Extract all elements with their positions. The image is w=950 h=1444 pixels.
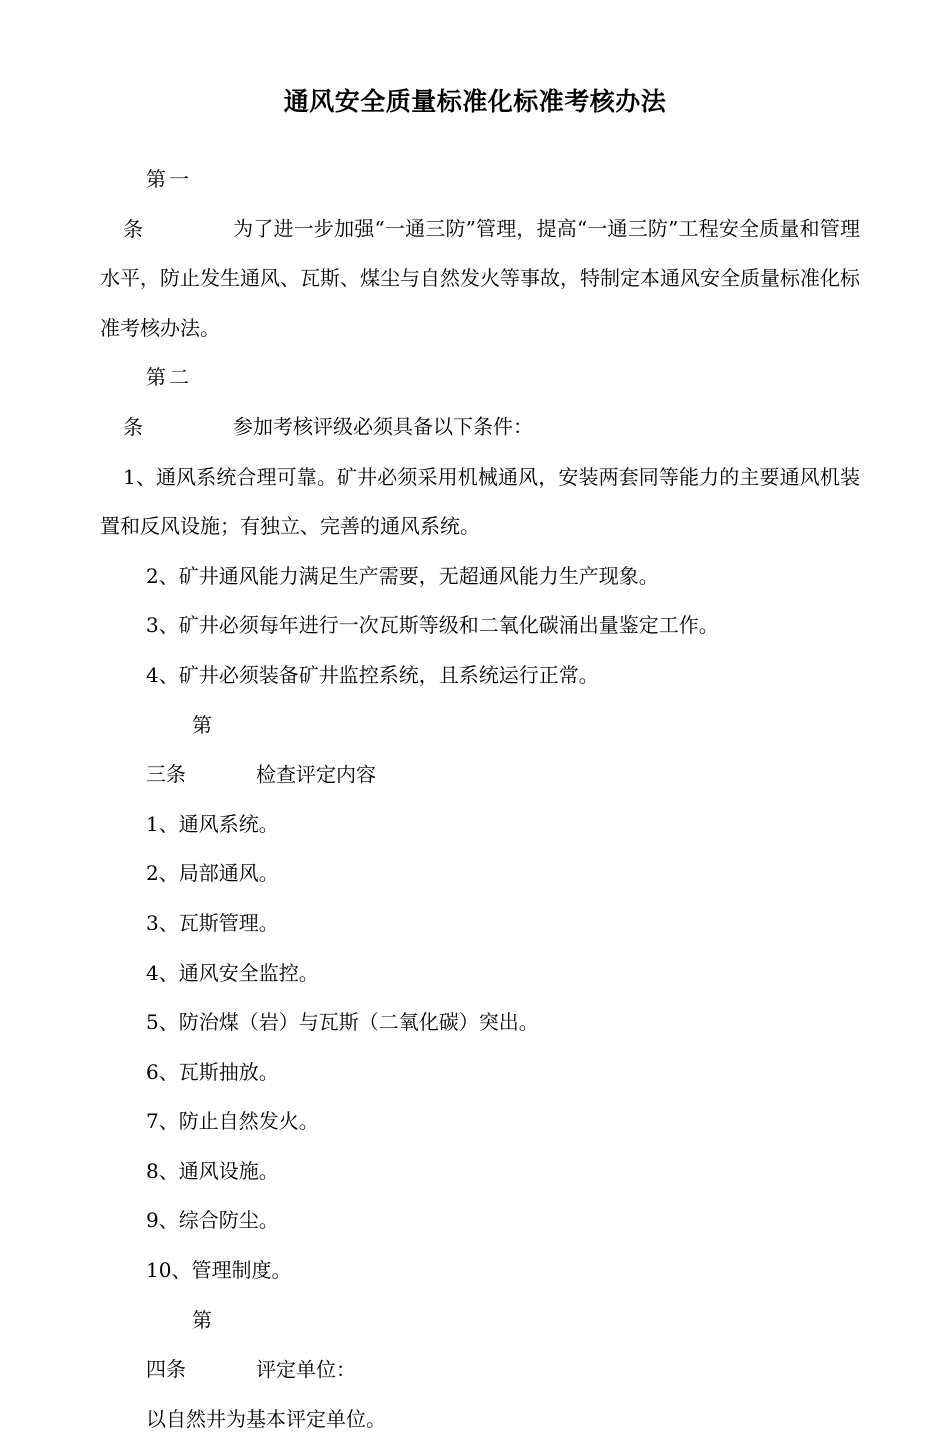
article-4-label: 第四条	[146, 1307, 212, 1382]
article-3-item: 9、综合防尘。	[146, 1208, 279, 1233]
article-1	[100, 155, 860, 353]
article-2-item: 1、通风系统合理可靠。矿井必须采用机械通风，安装两套同等能力的主要通风机装置和反风设施；有独立、完善的通风系统。	[100, 464, 860, 539]
article-3	[100, 701, 860, 800]
article-4	[100, 1296, 860, 1395]
article-3-item: 6、瓦斯抽放。	[146, 1059, 279, 1084]
article-3-item: 2、局部通风。	[146, 861, 279, 886]
article-3-item: 3、瓦斯管理。	[146, 910, 279, 935]
article-2-label: 第二条	[123, 365, 189, 439]
article-2-text: 参加考核评级必须具备以下条件：	[233, 414, 533, 439]
article-3-item: 7、防止自然发火。	[146, 1109, 319, 1134]
article-2-item: 2、矿井通风能力满足生产需要，无超通风能力生产现象。	[146, 563, 659, 588]
article-3-text: 检查评定内容	[256, 762, 376, 787]
article-1-label: 第一条	[123, 167, 189, 241]
document-body	[100, 155, 860, 1444]
article-3-item: 5、防治煤（岩）与瓦斯（二氧化碳）突出。	[146, 1010, 539, 1035]
article-2-item: 3、矿井必须每年进行一次瓦斯等级和二氧化碳涌出量鉴定工作。	[146, 613, 719, 638]
article-3-item: 8、通风设施。	[146, 1158, 279, 1183]
document-title: 通风安全质量标准化标准考核办法	[283, 87, 667, 116]
article-3-label: 第三条	[146, 712, 212, 787]
article-4-item: 以自然井为基本评定单位。	[146, 1406, 386, 1431]
article-3-item: 1、通风系统。	[146, 811, 279, 836]
article-3-item: 4、通风安全监控。	[146, 960, 319, 985]
article-3-item: 10、管理制度。	[146, 1258, 292, 1283]
article-2	[100, 353, 860, 452]
article-2-item: 4、矿井必须装备矿井监控系统，且系统运行正常。	[146, 662, 599, 687]
article-4-text: 评定单位：	[256, 1357, 356, 1382]
article-1-text: 为了进一步加强“一通三防”管理，提高“一通三防”工程安全质量和管理水平，防止发生通风、瓦斯、煤尘与自然发火等事故，特制定本通风安全质量标准化标准考核办法。	[100, 216, 860, 340]
